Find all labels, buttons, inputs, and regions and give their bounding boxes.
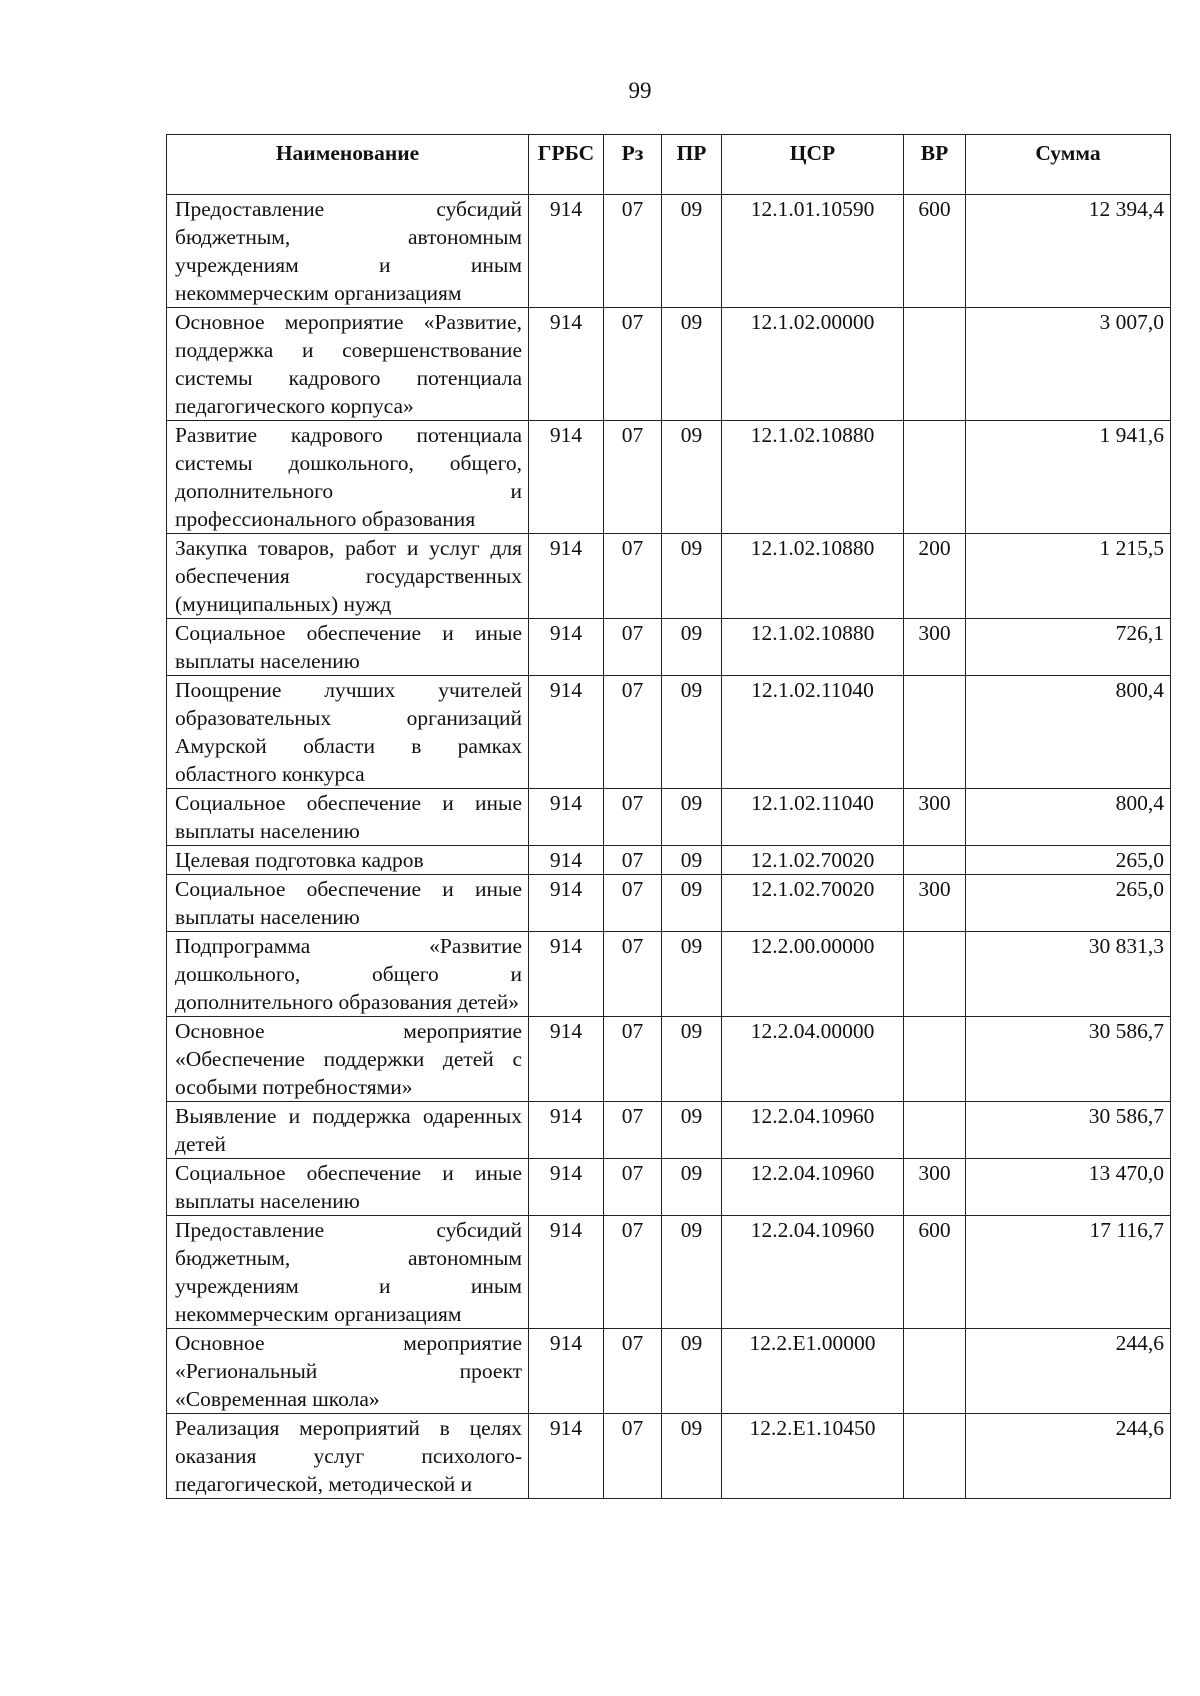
cell-grbs: 914	[529, 789, 604, 846]
cell-sum: 3 007,0	[966, 308, 1171, 421]
table-row	[167, 846, 1171, 875]
cell-csr: 12.2.04.00000	[722, 1017, 904, 1102]
cell-csr: 12.1.02.10880	[722, 534, 904, 619]
header-grbs: ГРБС	[529, 135, 604, 195]
cell-vr: 300	[904, 789, 966, 846]
header-sum: Сумма	[966, 135, 1171, 195]
table-row	[167, 1414, 1171, 1499]
cell-csr: 12.2.04.10960	[722, 1159, 904, 1216]
cell-sum: 1 941,6	[966, 421, 1171, 534]
cell-pr: 09	[662, 676, 722, 789]
cell-vr	[904, 846, 966, 875]
cell-name: Поощрение лучших учителей образовательных организаций Амурской области в рамках областного конкурса	[167, 676, 529, 789]
cell-rz: 07	[604, 1159, 662, 1216]
cell-pr: 09	[662, 1329, 722, 1414]
cell-sum: 265,0	[966, 846, 1171, 875]
cell-grbs: 914	[529, 534, 604, 619]
cell-rz: 07	[604, 308, 662, 421]
cell-csr: 12.1.02.10880	[722, 421, 904, 534]
cell-pr: 09	[662, 875, 722, 932]
cell-rz: 07	[604, 1102, 662, 1159]
cell-rz: 07	[604, 1216, 662, 1329]
cell-grbs: 914	[529, 1102, 604, 1159]
table-row	[167, 308, 1171, 421]
cell-vr: 600	[904, 195, 966, 308]
header-vr: ВР	[904, 135, 966, 195]
header-name: Наименование	[167, 135, 529, 195]
cell-name: Предоставление субсидий бюджетным, автономным учреждениям и иным некоммерческим организациям	[167, 1216, 529, 1329]
cell-name: Основное мероприятие «Развитие, поддержка и совершенствование системы кадрового потенциала педагогического корпуса»	[167, 308, 529, 421]
cell-vr	[904, 1414, 966, 1499]
cell-rz: 07	[604, 421, 662, 534]
cell-pr: 09	[662, 1159, 722, 1216]
cell-pr: 09	[662, 195, 722, 308]
cell-sum: 265,0	[966, 875, 1171, 932]
cell-sum: 30 831,3	[966, 932, 1171, 1017]
cell-csr: 12.1.02.70020	[722, 846, 904, 875]
cell-csr: 12.1.02.70020	[722, 875, 904, 932]
header-rz: Рз	[604, 135, 662, 195]
cell-name: Социальное обеспечение и иные выплаты населению	[167, 1159, 529, 1216]
page-number: 99	[628, 78, 652, 103]
cell-rz: 07	[604, 1329, 662, 1414]
table-row	[167, 789, 1171, 846]
cell-csr: 12.2.00.00000	[722, 932, 904, 1017]
cell-pr: 09	[662, 534, 722, 619]
cell-vr: 200	[904, 534, 966, 619]
cell-pr: 09	[662, 1414, 722, 1499]
cell-vr	[904, 308, 966, 421]
cell-csr: 12.1.02.11040	[722, 676, 904, 789]
cell-vr: 300	[904, 1159, 966, 1216]
header-pr: ПР	[662, 135, 722, 195]
cell-rz: 07	[604, 195, 662, 308]
cell-name: Закупка товаров, работ и услуг для обеспечения государственных (муниципальных) нужд	[167, 534, 529, 619]
cell-vr	[904, 1329, 966, 1414]
cell-pr: 09	[662, 932, 722, 1017]
cell-vr	[904, 1102, 966, 1159]
cell-name: Основное мероприятие «Обеспечение поддержки детей с особыми потребностями»	[167, 1017, 529, 1102]
table-row	[167, 1159, 1171, 1216]
cell-vr: 300	[904, 619, 966, 676]
cell-sum: 30 586,7	[966, 1017, 1171, 1102]
cell-csr: 12.1.02.10880	[722, 619, 904, 676]
cell-grbs: 914	[529, 619, 604, 676]
cell-sum: 12 394,4	[966, 195, 1171, 308]
cell-grbs: 914	[529, 1329, 604, 1414]
cell-rz: 07	[604, 789, 662, 846]
cell-grbs: 914	[529, 195, 604, 308]
cell-name: Социальное обеспечение и иные выплаты населению	[167, 875, 529, 932]
cell-vr: 300	[904, 875, 966, 932]
header-csr: ЦСР	[722, 135, 904, 195]
cell-csr: 12.1.02.11040	[722, 789, 904, 846]
table-row	[167, 1017, 1171, 1102]
cell-grbs: 914	[529, 1216, 604, 1329]
cell-rz: 07	[604, 875, 662, 932]
cell-grbs: 914	[529, 846, 604, 875]
cell-grbs: 914	[529, 1017, 604, 1102]
cell-vr	[904, 932, 966, 1017]
cell-pr: 09	[662, 789, 722, 846]
cell-name: Целевая подготовка кадров	[167, 846, 529, 875]
cell-vr: 600	[904, 1216, 966, 1329]
table-row	[167, 1102, 1171, 1159]
table-row	[167, 932, 1171, 1017]
cell-csr: 12.1.02.00000	[722, 308, 904, 421]
table-row	[167, 875, 1171, 932]
table-row	[167, 1216, 1171, 1329]
cell-vr	[904, 421, 966, 534]
cell-grbs: 914	[529, 875, 604, 932]
table-row	[167, 619, 1171, 676]
cell-sum: 800,4	[966, 676, 1171, 789]
cell-sum: 1 215,5	[966, 534, 1171, 619]
cell-pr: 09	[662, 846, 722, 875]
cell-pr: 09	[662, 1216, 722, 1329]
cell-rz: 07	[604, 846, 662, 875]
cell-rz: 07	[604, 932, 662, 1017]
cell-grbs: 914	[529, 421, 604, 534]
cell-pr: 09	[662, 308, 722, 421]
cell-sum: 17 116,7	[966, 1216, 1171, 1329]
table-row	[167, 195, 1171, 308]
cell-vr	[904, 676, 966, 789]
cell-grbs: 914	[529, 932, 604, 1017]
cell-sum: 244,6	[966, 1414, 1171, 1499]
cell-pr: 09	[662, 421, 722, 534]
cell-sum: 13 470,0	[966, 1159, 1171, 1216]
cell-pr: 09	[662, 1102, 722, 1159]
cell-rz: 07	[604, 1017, 662, 1102]
cell-name: Основное мероприятие «Региональный проект «Современная школа»	[167, 1329, 529, 1414]
cell-pr: 09	[662, 619, 722, 676]
cell-csr: 12.1.01.10590	[722, 195, 904, 308]
cell-name: Развитие кадрового потенциала системы дошкольного, общего, дополнительного и профессионального образования	[167, 421, 529, 534]
cell-sum: 244,6	[966, 1329, 1171, 1414]
cell-sum: 726,1	[966, 619, 1171, 676]
cell-name: Предоставление субсидий бюджетным, автономным учреждениям и иным некоммерческим организациям	[167, 195, 529, 308]
budget-table	[166, 134, 1171, 1499]
cell-rz: 07	[604, 534, 662, 619]
cell-csr: 12.2.E1.10450	[722, 1414, 904, 1499]
cell-rz: 07	[604, 1414, 662, 1499]
cell-name: Подпрограмма «Развитие дошкольного, общего и дополнительного образования детей»	[167, 932, 529, 1017]
cell-name: Социальное обеспечение и иные выплаты населению	[167, 789, 529, 846]
header-row	[167, 135, 1171, 195]
cell-grbs: 914	[529, 308, 604, 421]
cell-csr: 12.2.04.10960	[722, 1216, 904, 1329]
cell-csr: 12.2.04.10960	[722, 1102, 904, 1159]
cell-vr	[904, 1017, 966, 1102]
cell-name: Социальное обеспечение и иные выплаты населению	[167, 619, 529, 676]
cell-name: Реализация мероприятий в целях оказания услуг психолого-педагогической, методической и	[167, 1414, 529, 1499]
cell-pr: 09	[662, 1017, 722, 1102]
cell-sum: 30 586,7	[966, 1102, 1171, 1159]
cell-rz: 07	[604, 676, 662, 789]
cell-grbs: 914	[529, 1414, 604, 1499]
cell-grbs: 914	[529, 1159, 604, 1216]
table-row	[167, 421, 1171, 534]
cell-sum: 800,4	[966, 789, 1171, 846]
table-row	[167, 1329, 1171, 1414]
cell-rz: 07	[604, 619, 662, 676]
table-row	[167, 676, 1171, 789]
table-row	[167, 534, 1171, 619]
cell-grbs: 914	[529, 676, 604, 789]
cell-name: Выявление и поддержка одаренных детей	[167, 1102, 529, 1159]
cell-csr: 12.2.E1.00000	[722, 1329, 904, 1414]
